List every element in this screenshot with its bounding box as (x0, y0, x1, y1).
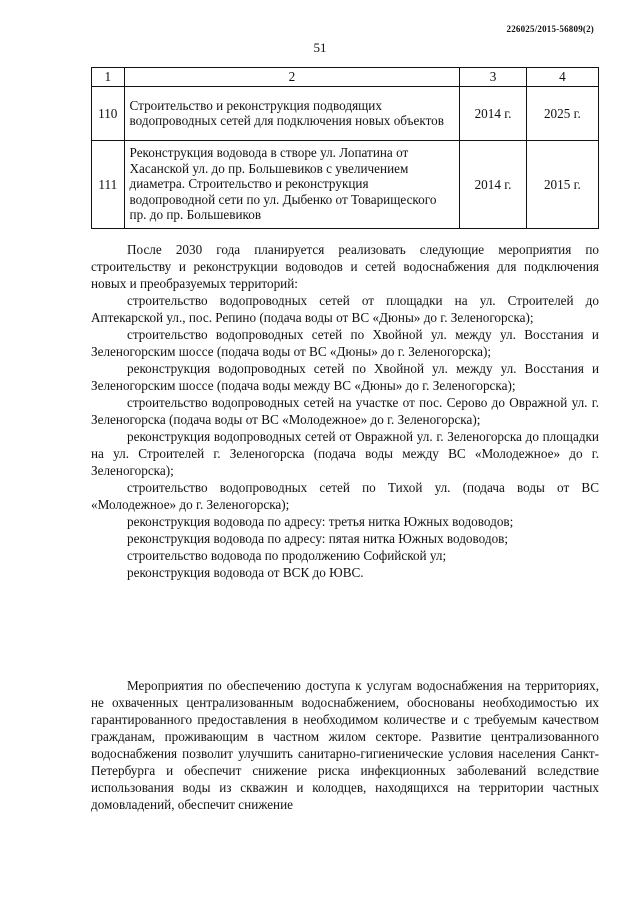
table-header-cell: 4 (526, 68, 598, 87)
row-number: 110 (92, 87, 125, 141)
list-item: строительство водопроводных сетей по Хвойной ул. между ул. Восстания и Зеленогорским шоссе (подача воды от ВС «Дюны» до г. Зеленогорска); (91, 327, 599, 359)
row-end-year: 2015 г. (526, 141, 598, 229)
list-item: строительство водопроводных сетей на участке от пос. Серово до Овражной ул. г. Зеленогорска (подача воды от ВС «Молодежное» до г. Зеленогорска); (91, 395, 599, 427)
row-number: 111 (92, 141, 125, 229)
closing-section (91, 677, 599, 813)
list-item: строительство водовода по продолжению Софийской ул; (127, 548, 447, 563)
row-description (124, 141, 460, 229)
table-header-cell: 3 (460, 68, 527, 87)
list-item: реконструкция водопроводных сетей по Хвойной ул. между ул. Восстания и Зеленогорским шоссе (подача воды между ВС «Дюны» до г. Зеленогорска); (91, 361, 599, 393)
list-item: реконструкция водопроводных сетей от Овражной ул. г. Зеленогорска до площадки на ул. Строителей г. Зеленогорска (подача воды между ВС «Молодежное» до г. Зеленогорска); (91, 429, 599, 478)
intro-paragraph: После 2030 года планируется реализовать следующие мероприятия по строительству и реконструкции водоводов и сетей водоснабжения для подключения новых и преобразуемых территорий: (91, 242, 599, 291)
table-row (92, 87, 599, 141)
table-row (92, 141, 599, 229)
list-item: реконструкция водовода по адресу: пятая нитка Южных водоводов; (127, 531, 509, 546)
row-start-year: 2014 г. (460, 141, 527, 229)
list-item: реконструкция водовода по адресу: третья нитка Южных водоводов; (127, 514, 514, 529)
list-item: строительство водопроводных сетей по Тихой ул. (подача воды от ВС «Молодежное» до г. Зеленогорска); (91, 480, 599, 512)
row-description-text: Строительство и реконструкция подводящих водопроводных сетей для подключения новых объектов (129, 97, 444, 128)
measures-table (91, 67, 599, 229)
table-header-row (92, 68, 599, 87)
table-header-cell: 1 (92, 68, 125, 87)
page-number: 51 (313, 40, 327, 55)
table-header-cell: 2 (124, 68, 460, 87)
row-end-year: 2025 г. (526, 87, 598, 141)
list-item: строительство водопроводных сетей от площадки на ул. Строителей до Аптекарской ул., пос. Репино (подача воды от ВС «Дюны» до г. Зеленогорска); (91, 293, 599, 325)
measures-list-section (91, 241, 599, 581)
document-id: 226025/2015-56809(2) (506, 24, 594, 34)
list-item: реконструкция водовода от ВСК до ЮВС. (127, 565, 364, 580)
row-start-year: 2014 г. (460, 87, 527, 141)
closing-paragraph: Мероприятия по обеспечению доступа к услугам водоснабжения на территориях, не охваченных централизованным водоснабжением, обоснованы необходимостью их гарантированного предоставления в необходимом количестве и с требуемым качеством гражданам, проживающим в частном жилом секторе. Развитие централизованного водоснабжения позволит улучшить санитарно-гигиенические условия населения Санкт-Петербурга и обеспечит снижение риска инфекционных заболеваний вследствие использования воды из скважин и колодцев, находящихся на территории частных домовладений, обеспечит снижение (91, 678, 599, 812)
row-description (124, 87, 460, 141)
row-description-text: Реконструкция водовода в створе ул. Лопатина от Хасанской ул. до пр. Большевиков с увеличением диаметра. Строительство и реконструкция водопроводной сети по ул. Дыбенко от Товарищеского пр. до пр. Большевиков (129, 145, 437, 223)
